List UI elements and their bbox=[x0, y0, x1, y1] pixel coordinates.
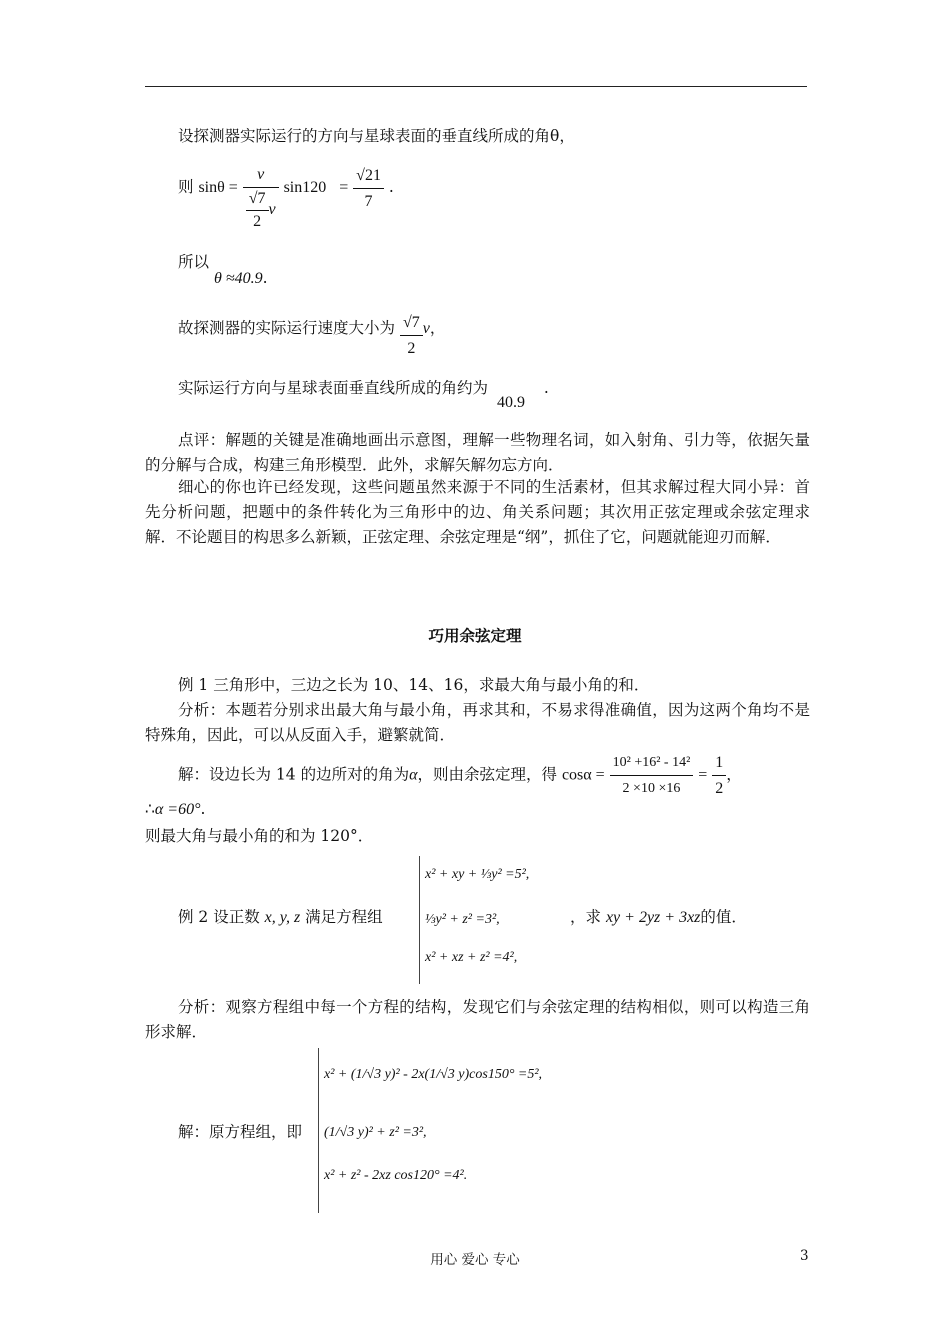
fraction-result bbox=[353, 163, 384, 214]
fraction bbox=[243, 162, 279, 233]
equals: = bbox=[698, 766, 708, 784]
footer-text: 用心 爱心 专心 bbox=[430, 1252, 520, 1268]
speed-line bbox=[178, 310, 843, 370]
numerator: √21 bbox=[353, 163, 384, 189]
equation-3: x² + xz + z² =4², bbox=[425, 950, 518, 965]
theta-value: θ ≈40.9 bbox=[214, 270, 263, 287]
angle-value: 40.9 bbox=[496, 394, 525, 411]
example1-conclusion: 则最大角与最小角的和为 120°． bbox=[145, 827, 374, 845]
text-line: 设探测器实际运行的方向与星球表面的垂直线所成的角θ， bbox=[178, 127, 575, 145]
variables: x, y, z bbox=[264, 909, 301, 926]
ask-text: ，求 bbox=[570, 908, 602, 926]
example2-ask bbox=[570, 905, 950, 930]
ask-end: 的值． bbox=[700, 908, 747, 926]
math-sin120: sin120 bbox=[283, 179, 327, 197]
label-text: 则 bbox=[178, 178, 194, 197]
label-text: 实际运行方向与星球表面垂直线所成的角约为 bbox=[178, 379, 489, 397]
example2-solution-label: 解：原方程组，即 bbox=[178, 1123, 303, 1141]
angle-line bbox=[178, 376, 843, 411]
target-expression: xy + 2yz + 3xz bbox=[605, 909, 701, 926]
denominator: 2 bbox=[715, 780, 724, 797]
comment-paragraph: 点评：解题的关键是准确地画出示意图，理解一些物理名词，如入射角、引力等，依据矢量的分解与合成，构建三角形模型．此外，求解矢解勿忘方向． bbox=[145, 431, 810, 474]
example1-analysis: 分析：本题若分别求出最大角与最小角，再求其和，不易求得准确值，因为这两个角均不是特殊角，因此，可以从反面入手，避繁就简． bbox=[145, 701, 810, 744]
summary-paragraph: 细心的你也许已经发现，这些问题虽然来源于不同的生活素材，但其求解过程大同小异：首先分析问题，把题中的条件转化为三角形中的边、角关系问题；其次用正弦定理或余弦定理求解．不论题目的构思多么新颖，正弦定理、余弦定理是“纲”，抓住了它，问题就能迎刃而解． bbox=[145, 478, 810, 546]
fraction-cosine bbox=[610, 750, 694, 801]
therefore-line bbox=[145, 797, 810, 822]
numerator: 10² +16² - 14² bbox=[610, 750, 694, 776]
example2-analysis: 分析：观察方程组中每一个方程的结构，发现它们与余弦定理的结构相似，则可以构造三角形求解． bbox=[145, 998, 810, 1041]
solution-eq-2: (1/√3 y)² + z² =3², bbox=[324, 1125, 427, 1140]
fraction-half bbox=[712, 750, 726, 801]
denominator: 2 bbox=[407, 340, 416, 357]
section-title: 巧用余弦定理 bbox=[428, 626, 522, 645]
condition-text: 满足方程组 bbox=[305, 908, 383, 926]
solution-text: 解：设边长为 14 的边所对的角为 bbox=[178, 765, 410, 784]
math-sin: sinθ = bbox=[198, 179, 238, 197]
alpha-symbol: α bbox=[409, 766, 418, 784]
velocity-symbol: v bbox=[422, 320, 430, 337]
example-label: 例 2 设正数 bbox=[178, 908, 260, 926]
example1-solution bbox=[178, 750, 843, 800]
denominator-two: 2 bbox=[253, 213, 262, 230]
equals: = bbox=[339, 179, 349, 197]
header-rule bbox=[145, 86, 807, 87]
denominator: 7 bbox=[364, 192, 373, 210]
velocity-symbol: v bbox=[268, 201, 276, 219]
solution-text: ，则由余弦定理，得 bbox=[417, 765, 558, 784]
equation-1: x² + xy + ⅓y² =5², bbox=[425, 867, 530, 882]
comma: ， bbox=[429, 319, 446, 337]
math-cos-alpha: cosα = bbox=[561, 766, 605, 784]
math-theta-approx bbox=[214, 266, 879, 291]
label-text: 故探测器的实际运行速度大小为 bbox=[178, 319, 396, 337]
alpha-value: α =60° bbox=[154, 801, 201, 818]
solution-eq-3: x² + z² - 2xz cos120° =4². bbox=[324, 1168, 468, 1183]
solution-eq-1: x² + (1/√3 y)² - 2x(1/√3 y)cos150° =5², bbox=[324, 1067, 543, 1082]
period: . bbox=[543, 379, 549, 397]
label-text: 所以 bbox=[178, 253, 210, 271]
period: . bbox=[262, 269, 268, 287]
sqrt-seven: √7 bbox=[246, 188, 269, 211]
formula-sin-theta bbox=[178, 162, 843, 242]
fraction bbox=[400, 310, 423, 361]
period: . bbox=[388, 178, 394, 197]
page-number: 3 bbox=[800, 1248, 809, 1264]
comma: ， bbox=[726, 765, 742, 784]
example1-question: 例 1 三角形中，三边之长为 10、14、16，求最大角与最小角的和． bbox=[178, 676, 650, 694]
equation-2: ⅓y² + z² =3², bbox=[425, 912, 500, 927]
numerator: 1 bbox=[712, 750, 726, 776]
period: . bbox=[200, 800, 206, 818]
numerator: v bbox=[243, 162, 279, 188]
numerator: √7 bbox=[400, 310, 423, 336]
therefore-symbol: ∴ bbox=[145, 800, 155, 818]
denominator: 2 ×10 ×16 bbox=[622, 781, 681, 796]
